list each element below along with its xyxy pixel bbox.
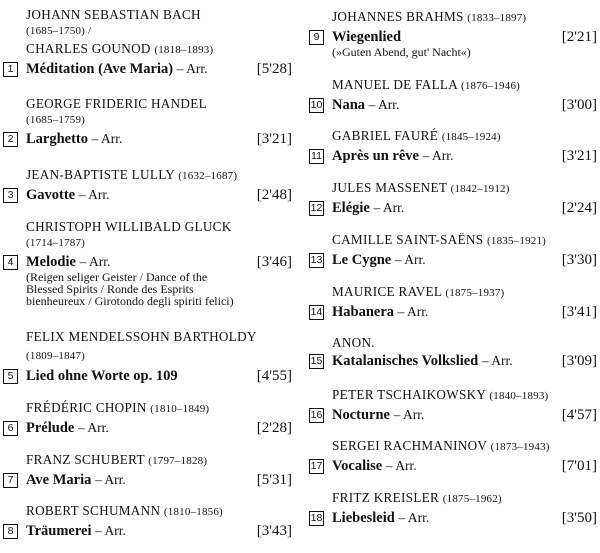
- track-title: Ave Maria – Arr.: [26, 472, 126, 488]
- track-title: Gavotte – Arr.: [26, 187, 110, 203]
- track-number: 2: [3, 132, 18, 147]
- composer-name: FRITZ KREISLER (1875–1962): [332, 490, 502, 505]
- composer-name: JULES MASSENET (1842–1912): [332, 180, 510, 195]
- track-title: Liebesleid – Arr.: [332, 510, 430, 526]
- track-duration: [3'46]: [256, 254, 292, 270]
- track-title: Lied ohne Worte op. 109: [26, 368, 178, 384]
- track-row: [309, 198, 597, 218]
- track-title: Après un rêve – Arr.: [332, 148, 454, 164]
- track-row: [3, 252, 292, 272]
- track-number: 7: [3, 473, 18, 488]
- track-entry-17: [309, 437, 597, 476]
- track-number: 12: [310, 202, 323, 214]
- track-title: Habanera – Arr.: [332, 304, 429, 320]
- track-entry-14: [309, 283, 597, 322]
- track-number: 5: [3, 369, 18, 384]
- track-entry-7: [3, 451, 292, 490]
- track-row: [309, 250, 597, 270]
- composer-dates: (1685–1759): [26, 114, 86, 126]
- composer-name: PETER TSCHAIKOWSKY (1840–1893): [332, 387, 549, 402]
- composer-name: FELIX MENDELSSOHN BARTHOLDY: [26, 329, 257, 344]
- track-number: 6: [3, 421, 18, 436]
- track-entry-8: [3, 502, 292, 541]
- track-subtitle: (»Guten Abend, gut' Nacht«): [332, 45, 471, 59]
- track-number: 17: [310, 460, 323, 472]
- track-entry-12: [309, 179, 597, 218]
- composer-name: ANON.: [332, 335, 375, 350]
- track-duration: [2'24]: [561, 200, 597, 216]
- composer-name: FRANZ SCHUBERT (1797–1828): [26, 452, 208, 467]
- track-title: Nocturne – Arr.: [332, 407, 425, 423]
- track-duration: [3'21]: [561, 148, 597, 164]
- track-duration: [2'21]: [561, 29, 597, 45]
- composer-dates: (1714–1787): [26, 237, 86, 249]
- track-number: 16: [310, 409, 323, 421]
- track-entry-1: [3, 6, 292, 79]
- track-duration: [4'57]: [561, 407, 597, 423]
- track-subtitle: bienheureux / Girotondo degli spiriti felici): [26, 294, 234, 308]
- track-duration: [2'48]: [256, 187, 292, 203]
- track-entry-10: [309, 76, 597, 115]
- track-entry-16: [309, 386, 597, 425]
- track-number: 9: [309, 30, 324, 45]
- track-row: [309, 27, 597, 47]
- track-row: [3, 470, 292, 490]
- track-number: 3: [3, 188, 18, 203]
- track-row: [309, 351, 597, 371]
- track-row: [309, 456, 597, 476]
- track-duration: [3'00]: [561, 97, 597, 113]
- composer-name: JEAN-BAPTISTE LULLY (1632–1687): [26, 167, 238, 182]
- track-entry-5: [3, 328, 292, 386]
- track-duration: [7'01]: [561, 458, 597, 474]
- composer-name: CAMILLE SAINT-SAËNS (1835–1921): [332, 232, 547, 247]
- track-duration: [3'30]: [561, 252, 597, 268]
- track-subtitle: Blessed Spirits / Ronde des Esprits: [26, 282, 194, 296]
- track-number: 1: [3, 62, 18, 77]
- track-title: Melodie – Arr.: [26, 254, 111, 270]
- track-row: [309, 146, 597, 166]
- composer-name: ROBERT SCHUMANN (1810–1856): [26, 503, 223, 518]
- track-entry-6: [3, 399, 292, 438]
- track-duration: [3'43]: [256, 523, 292, 539]
- composer-name-secondary: CHARLES GOUNOD (1818–1893): [26, 41, 214, 56]
- track-entry-2: [3, 95, 292, 149]
- track-duration: [2'28]: [256, 420, 292, 436]
- track-number: 8: [3, 524, 18, 539]
- composer-name: JOHANNES BRAHMS (1833–1897): [332, 9, 527, 24]
- composer-name: FRÉDÉRIC CHOPIN (1810–1849): [26, 400, 210, 415]
- track-number: 10: [310, 99, 323, 111]
- track-title: Träumerei – Arr.: [26, 523, 126, 539]
- track-row: [3, 521, 292, 541]
- track-duration: [3'50]: [561, 510, 597, 526]
- track-number: 15: [310, 355, 323, 367]
- track-number: 4: [3, 255, 18, 270]
- track-row: [3, 129, 292, 149]
- track-subtitle: (Reigen seliger Geister / Dance of the: [26, 270, 208, 284]
- track-number: 13: [310, 254, 323, 266]
- track-duration: [5'31]: [256, 472, 292, 488]
- track-row: [309, 95, 597, 115]
- track-title: Wiegenlied: [332, 29, 402, 45]
- track-duration: [3'21]: [256, 131, 292, 147]
- track-entry-9: [309, 8, 597, 59]
- track-duration: [3'41]: [561, 304, 597, 320]
- track-row: [309, 508, 597, 528]
- track-duration: [5'28]: [256, 61, 292, 77]
- track-title: Larghetto – Arr.: [26, 131, 123, 147]
- track-entry-13: [309, 231, 597, 270]
- track-title: Méditation (Ave Maria) – Arr.: [26, 61, 208, 77]
- track-number: 18: [310, 512, 323, 524]
- track-number: 14: [310, 306, 323, 318]
- composer-name: MANUEL DE FALLA (1876–1946): [332, 77, 521, 92]
- track-row: [309, 405, 597, 425]
- track-row: [3, 418, 292, 438]
- track-entry-15: [309, 334, 597, 371]
- composer-dates: (1809–1847): [26, 350, 86, 362]
- track-row: [3, 59, 292, 79]
- track-entry-18: [309, 489, 597, 528]
- track-entry-3: [3, 166, 292, 205]
- track-title: Elégie – Arr.: [332, 200, 405, 216]
- composer-dates: (1685–1750) /: [26, 25, 92, 37]
- composer-name: GEORGE FRIDERIC HANDEL: [26, 96, 207, 111]
- track-number: 11: [309, 149, 324, 164]
- composer-name: CHRISTOPH WILLIBALD GLUCK: [26, 219, 232, 234]
- track-title: Katalanisches Volkslied – Arr.: [332, 353, 513, 369]
- track-entry-4: [3, 218, 292, 308]
- track-entry-11: [309, 127, 597, 166]
- track-row: [3, 185, 292, 205]
- track-duration: [3'09]: [561, 353, 597, 369]
- track-duration: [4'55]: [256, 368, 292, 384]
- track-title: Nana – Arr.: [332, 97, 400, 113]
- track-row: [309, 302, 597, 322]
- track-title: Prélude – Arr.: [26, 420, 109, 436]
- composer-name: GABRIEL FAURÉ (1845–1924): [332, 128, 501, 143]
- track-row: [3, 366, 292, 386]
- composer-name: MAURICE RAVEL (1875–1937): [332, 284, 505, 299]
- track-title: Le Cygne – Arr.: [332, 252, 426, 268]
- track-title: Vocalise – Arr.: [332, 458, 417, 474]
- composer-name: SERGEI RACHMANINOV (1873–1943): [332, 438, 550, 453]
- composer-name: JOHANN SEBASTIAN BACH: [26, 7, 201, 22]
